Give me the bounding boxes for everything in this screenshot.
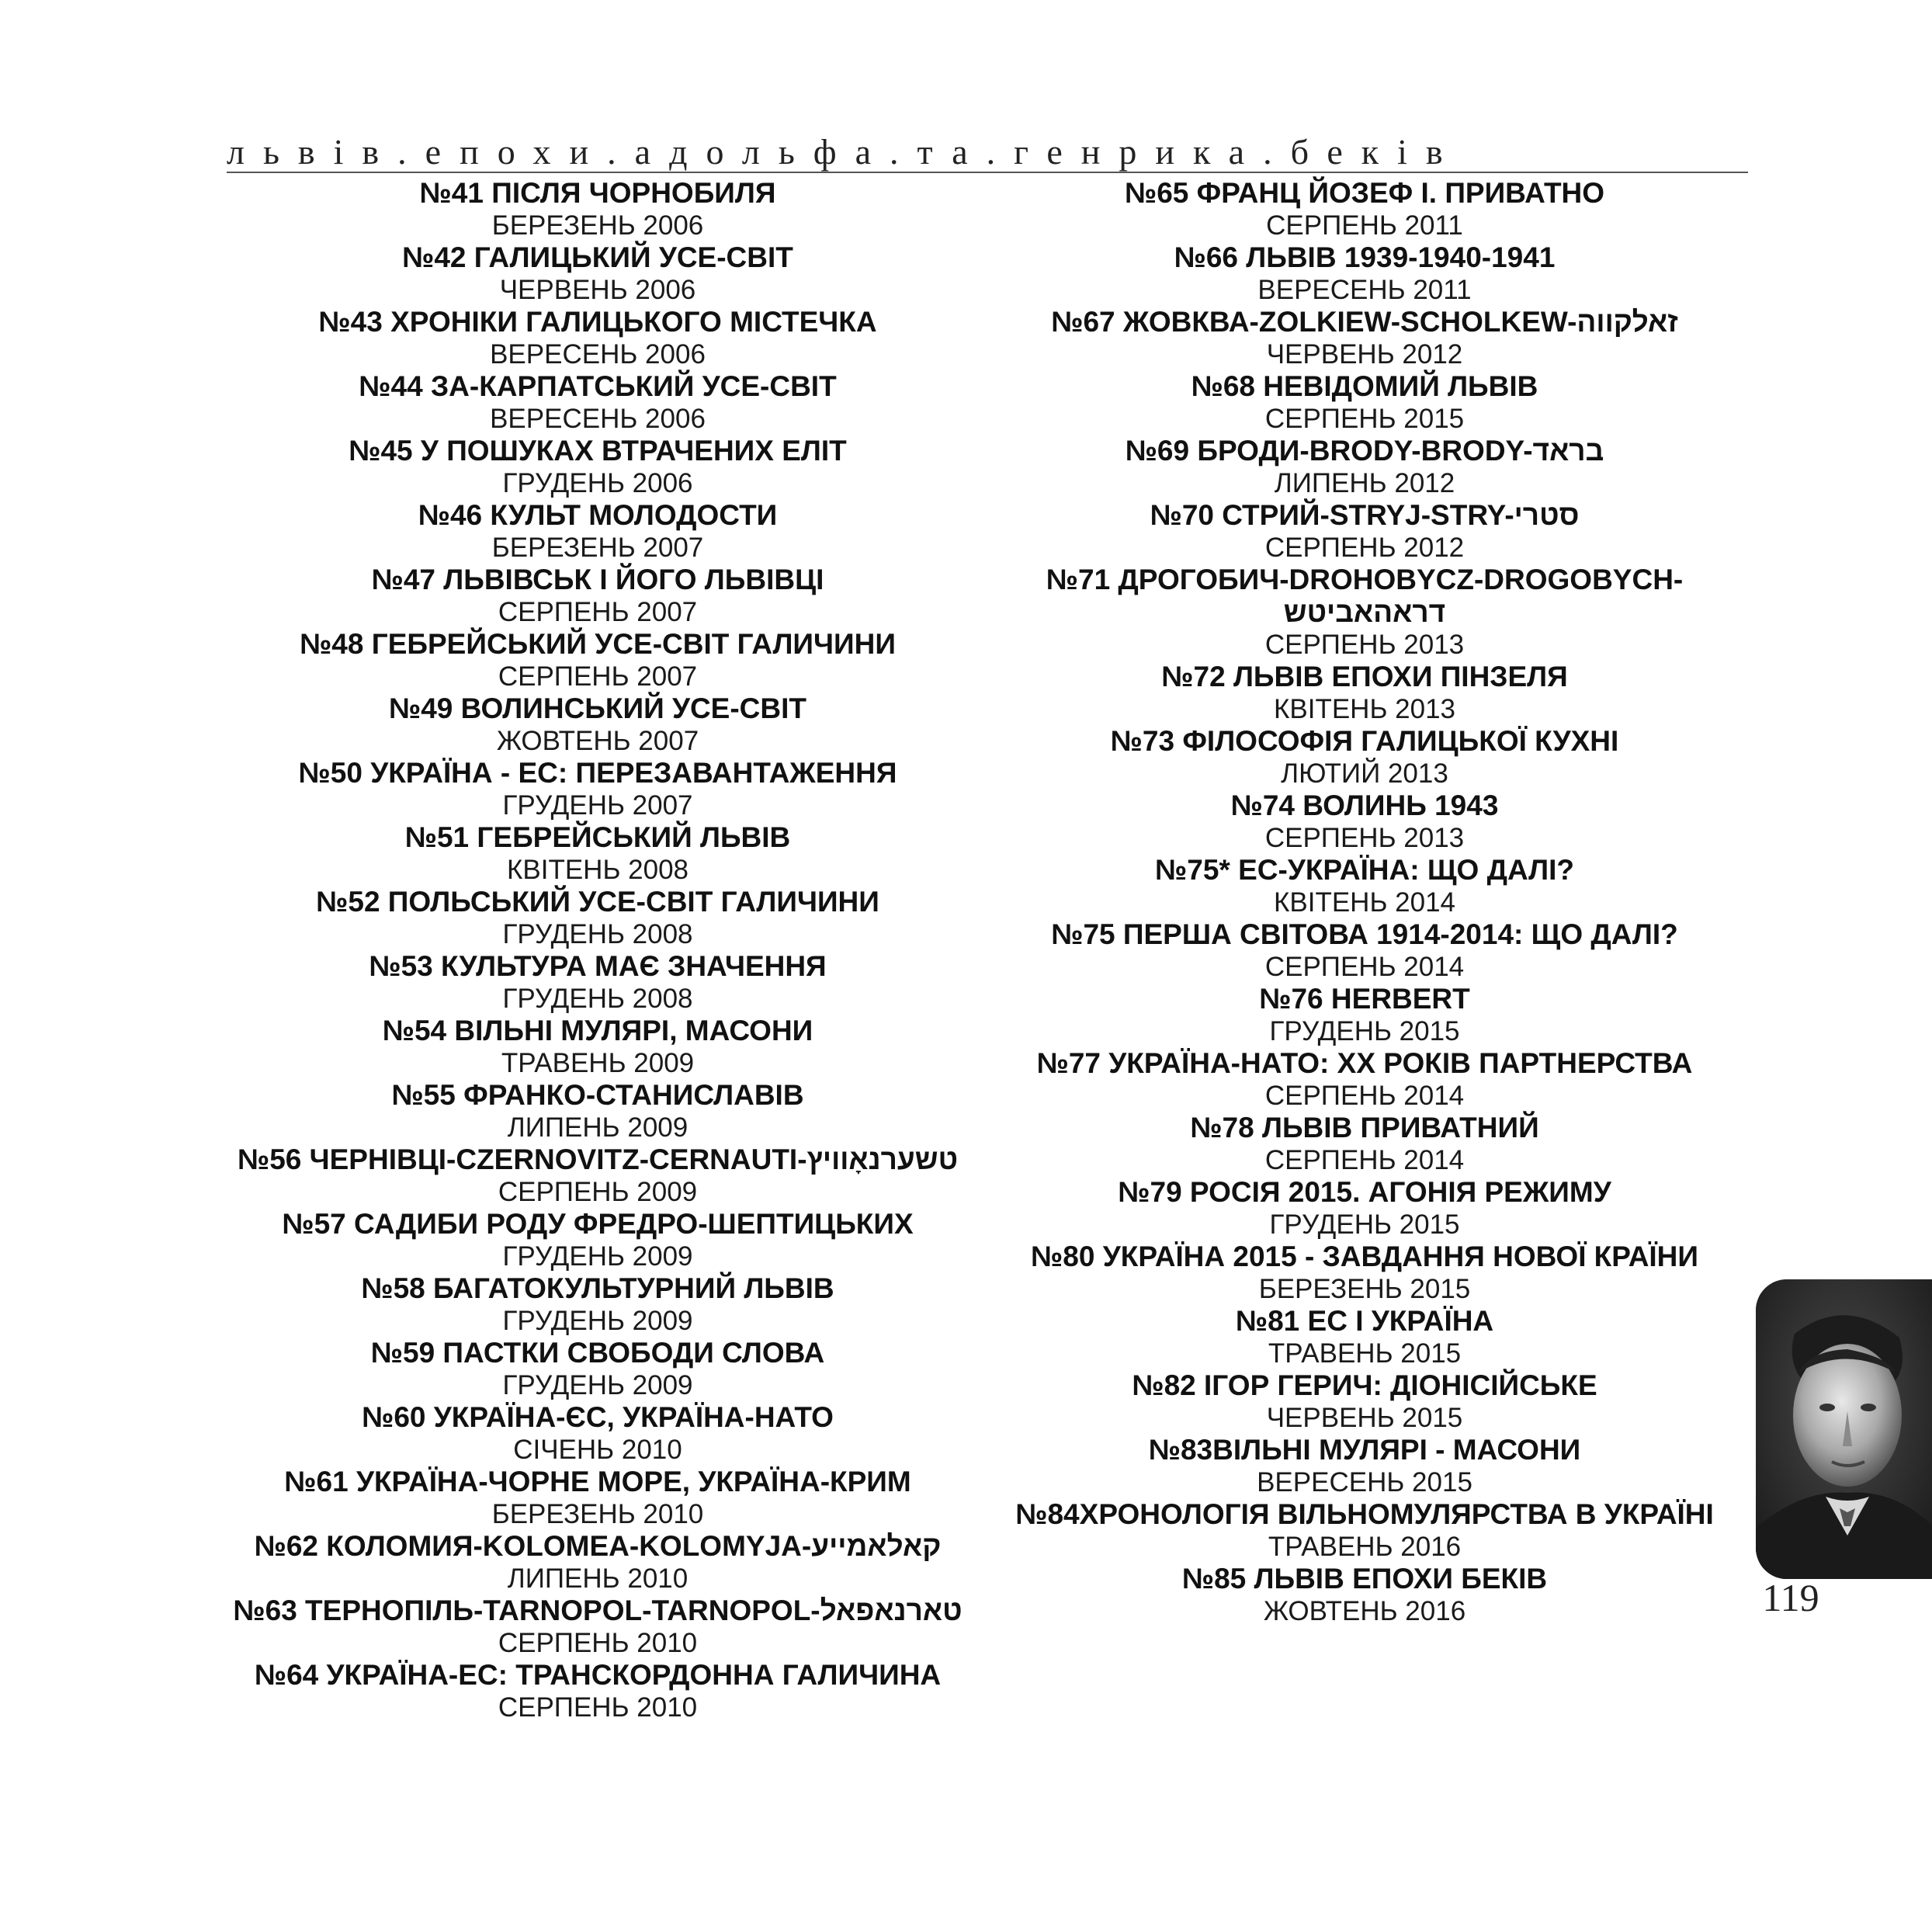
issue-entry: [976, 241, 1753, 306]
issue-date: ВЕРЕСЕНЬ 2006: [490, 404, 706, 434]
issue-date: ВЕРЕСЕНЬ 2015: [1257, 1467, 1472, 1497]
issue-title: №64 УКРАЇНА-ЕС: ТРАНСКОРДОННА ГАЛИЧИНА: [254, 1659, 942, 1691]
issue-date: СЕРПЕНЬ 2013: [1264, 823, 1465, 853]
issue-entry: [217, 692, 978, 757]
issue-date: БЕРЕЗЕНЬ 2015: [1258, 1274, 1471, 1304]
issue-entry: [217, 1659, 978, 1723]
issue-title: №45 У ПОШУКАХ ВТРАЧЕНИХ ЕЛІТ: [349, 435, 847, 467]
portrait-photo: [1756, 1279, 1932, 1579]
left-column: [217, 177, 978, 1723]
issue-date: ГРУДЕНЬ 2006: [502, 468, 693, 498]
issue-title: №68 НЕВІДОМИЙ ЛЬВІВ: [1191, 370, 1538, 402]
page-number: 119: [1762, 1576, 1819, 1619]
issue-date: ЧЕРВЕНЬ 2006: [499, 275, 696, 305]
issue-title: №46 КУЛЬТ МОЛОДОСТИ: [418, 499, 778, 531]
issue-date: БЕРЕЗЕНЬ 2007: [491, 533, 704, 563]
issue-date: СЕРПЕНЬ 2014: [1264, 952, 1465, 982]
issue-entry: [217, 821, 978, 886]
issue-entry: [976, 725, 1753, 789]
issue-date: СЕРПЕНЬ 2015: [1264, 404, 1465, 434]
issue-title: №62 КОЛОМИЯ-KOLOMEA-KOLOMYJA-קאלאמײע: [254, 1530, 942, 1562]
issue-entry: [217, 757, 978, 821]
issue-title: №84ХРОНОЛОГІЯ ВІЛЬНОМУЛЯРСТВА В УКРАЇНІ: [1015, 1498, 1714, 1530]
issue-entry: [976, 918, 1753, 983]
issue-date: ГРУДЕНЬ 2009: [502, 1306, 693, 1336]
issue-entry: [217, 1530, 978, 1595]
issue-title: №72 ЛЬВІВ ЕПОХИ ПІНЗЕЛЯ: [1161, 661, 1568, 692]
issue-date: ЛЮТИЙ 2013: [1281, 758, 1448, 789]
issue-title: №44 ЗА-КАРПАТСЬКИЙ УСЕ-СВІТ: [359, 370, 837, 402]
issue-entry: [217, 1466, 978, 1530]
issue-title: №61 УКРАЇНА-ЧОРНЕ МОРЕ, УКРАЇНА-КРИМ: [284, 1466, 911, 1497]
issue-entry: [217, 1015, 978, 1079]
issue-title: №71 ДРОГОБИЧ-DROHOBYCZ-DROGOBYCH-דראהאביטש: [1046, 564, 1684, 628]
issue-entry: [976, 1563, 1753, 1627]
issue-title: №67 ЖОВКВА-ZOLKIEW-SCHOLKEW-זאלקווה: [1051, 306, 1678, 338]
issue-title: №75 ПЕРША СВІТОВА 1914-2014: ЩО ДАЛІ?: [1051, 918, 1678, 950]
issue-entry: [976, 661, 1753, 725]
issue-date: КВІТЕНЬ 2013: [1273, 694, 1455, 724]
issue-title: №79 РОСІЯ 2015. АГОНІЯ РЕЖИМУ: [1118, 1176, 1611, 1208]
issue-entry: [976, 306, 1753, 370]
issue-entry: [976, 789, 1753, 854]
issue-entry: [976, 983, 1753, 1047]
issue-entry: [976, 177, 1753, 241]
issue-entry: [217, 886, 978, 950]
running-header: львів.епохи.адольфа.та.генрика.беків: [227, 132, 1462, 172]
issue-title: №74 ВОЛИНЬ 1943: [1230, 789, 1499, 821]
issue-entry: [217, 1401, 978, 1466]
issue-date: ЧЕРВЕНЬ 2012: [1266, 339, 1463, 370]
issue-entry: [976, 1498, 1753, 1563]
issue-title: №85 ЛЬВІВ ЕПОХИ БЕКІВ: [1181, 1563, 1548, 1595]
issue-entry: [217, 499, 978, 564]
issue-date: ВЕРЕСЕНЬ 2006: [490, 339, 706, 370]
issue-entry: [217, 1595, 978, 1659]
issue-entry: [976, 499, 1753, 564]
issue-date: ЖОВТЕНЬ 2016: [1263, 1596, 1466, 1626]
issue-title: №82 ІГОР ГЕРИЧ: ДІОНІСІЙСЬКЕ: [1132, 1369, 1597, 1401]
issue-title: №57 САДИБИ РОДУ ФРЕДРО-ШЕПТИЦЬКИХ: [282, 1208, 914, 1240]
issue-title: №41 ПІСЛЯ ЧОРНОБИЛЯ: [419, 177, 776, 209]
issue-entry: [217, 306, 978, 370]
issue-entry: [976, 854, 1753, 918]
issue-title: №55 ФРАНКО-СТАНИСЛАВІВ: [391, 1079, 804, 1111]
issue-date: ВЕРЕСЕНЬ 2011: [1257, 275, 1472, 305]
issue-title: №70 СТРИЙ-STRYJ-STRY-סטרי: [1150, 499, 1580, 531]
issue-title: №77 УКРАЇНА-НАТО: XX РОКІВ ПАРТНЕРСТВА: [1036, 1047, 1693, 1079]
issue-title: №69 БРОДИ-BRODY-BRODY-בראד: [1125, 435, 1604, 467]
issue-title: №42 ГАЛИЦЬКИЙ УСЕ-СВІТ: [402, 241, 793, 273]
issue-date: СЕРПЕНЬ 2012: [1264, 533, 1465, 563]
issue-entry: [976, 435, 1753, 499]
issue-date: ГРУДЕНЬ 2015: [1269, 1209, 1460, 1240]
issue-title: №80 УКРАЇНА 2015 - ЗАВДАННЯ НОВОЇ КРАЇНИ: [1031, 1241, 1698, 1272]
issue-entry: [217, 950, 978, 1015]
portrait-image: [1756, 1279, 1932, 1579]
issue-title: №81 ЕС І УКРАЇНА: [1235, 1305, 1494, 1337]
issue-title: №65 ФРАНЦ ЙОЗЕФ І. ПРИВАТНО: [1124, 177, 1605, 209]
issue-date: ТРАВЕНЬ 2015: [1268, 1338, 1462, 1369]
issue-date: ТРАВЕНЬ 2016: [1268, 1532, 1462, 1562]
issue-title: №43 ХРОНІКИ ГАЛИЦЬКОГО МІСТЕЧКА: [318, 306, 877, 338]
issue-date: СЕРПЕНЬ 2007: [498, 661, 698, 692]
issue-title: №51 ГЕБРЕЙСЬКИЙ ЛЬВІВ: [404, 821, 791, 853]
issue-title: №54 ВІЛЬНІ МУЛЯРІ, МАСОНИ: [382, 1015, 813, 1046]
issue-date: ГРУДЕНЬ 2009: [502, 1241, 693, 1272]
issue-title: №48 ГЕБРЕЙСЬКИЙ УСЕ-СВІТ ГАЛИЧИНИ: [300, 628, 896, 660]
issue-title: №52 ПОЛЬСЬКИЙ УСЕ-СВІТ ГАЛИЧИНИ: [316, 886, 879, 918]
issue-title: №59 ПАСТКИ СВОБОДИ СЛОВА: [370, 1337, 825, 1369]
issue-date: СІЧЕНЬ 2010: [513, 1435, 682, 1465]
issue-date: ГРУДЕНЬ 2009: [502, 1370, 693, 1400]
issue-title: №83ВІЛЬНІ МУЛЯРІ - МАСОНИ: [1148, 1434, 1581, 1466]
issue-date: СЕРПЕНЬ 2011: [1266, 210, 1463, 241]
issue-title: №50 УКРАЇНА - ЕС: ПЕРЕЗАВАНТАЖЕННЯ: [298, 757, 897, 789]
issue-date: БЕРЕЗЕНЬ 2010: [491, 1499, 704, 1529]
issue-entry: [217, 564, 978, 628]
issue-date: СЕРПЕНЬ 2009: [498, 1177, 698, 1207]
issue-entry: [217, 177, 978, 241]
issue-date: СЕРПЕНЬ 2014: [1264, 1145, 1465, 1175]
issue-entry: [976, 1305, 1753, 1369]
issue-entry: [976, 564, 1753, 661]
issue-date: ГРУДЕНЬ 2008: [502, 919, 693, 949]
issue-date: СЕРПЕНЬ 2010: [498, 1628, 698, 1658]
issue-entry: [217, 241, 978, 306]
issue-date: СЕРПЕНЬ 2010: [498, 1692, 698, 1723]
issue-date: КВІТЕНЬ 2014: [1273, 887, 1455, 918]
issue-entry: [976, 1241, 1753, 1305]
issue-entry: [976, 370, 1753, 435]
issue-entry: [976, 1112, 1753, 1176]
issue-date: ГРУДЕНЬ 2007: [502, 790, 693, 821]
issue-title: №47 ЛЬВІВСЬК І ЙОГО ЛЬВІВЦІ: [371, 564, 824, 595]
issue-title: №58 БАГАТОКУЛЬТУРНИЙ ЛЬВІВ: [361, 1272, 834, 1304]
issue-entry: [976, 1176, 1753, 1241]
issue-entry: [976, 1369, 1753, 1434]
issue-title: №73 ФІЛОСОФІЯ ГАЛИЦЬКОЇ КУХНІ: [1110, 725, 1619, 757]
issue-title: №75* ЕС-УКРАЇНА: ЩО ДАЛІ?: [1155, 854, 1574, 886]
issue-date: ГРУДЕНЬ 2015: [1269, 1016, 1460, 1046]
issue-entry: [976, 1047, 1753, 1112]
issue-date: БЕРЕЗЕНЬ 2006: [491, 210, 704, 241]
issue-date: ЛИПЕНЬ 2009: [507, 1112, 689, 1143]
issue-title: №53 КУЛЬТУРА МАЄ ЗНАЧЕННЯ: [369, 950, 827, 982]
issue-date: ГРУДЕНЬ 2008: [502, 984, 693, 1014]
issue-entry: [217, 1272, 978, 1337]
issue-title: №49 ВОЛИНСЬКИЙ УСЕ-СВІТ: [388, 692, 807, 724]
issue-title: №76 HERBERT: [1259, 983, 1470, 1015]
issue-entry: [217, 1208, 978, 1272]
issue-date: КВІТЕНЬ 2008: [506, 855, 689, 885]
issue-date: ЛИПЕНЬ 2010: [507, 1563, 689, 1594]
issue-entry: [217, 628, 978, 692]
issue-entry: [217, 1143, 978, 1208]
issue-title: №66 ЛЬВІВ 1939-1940-1941: [1174, 241, 1556, 273]
issue-entry: [217, 1079, 978, 1143]
issue-date: ЖОВТЕНЬ 2007: [496, 726, 699, 756]
issue-title: №56 ЧЕРНІВЦІ-CZERNOVITZ-CERNAUTI-טשערנאָוויץ: [237, 1143, 959, 1175]
header-rule: [227, 172, 1748, 173]
issue-date: СЕРПЕНЬ 2013: [1264, 630, 1465, 660]
right-column: [976, 177, 1753, 1627]
issue-entry: [217, 435, 978, 499]
issue-date: ТРАВЕНЬ 2009: [501, 1048, 695, 1078]
issue-date: ЛИПЕНЬ 2012: [1274, 468, 1455, 498]
issue-date: СЕРПЕНЬ 2007: [498, 597, 698, 627]
issue-title: №78 ЛЬВІВ ПРИВАТНИЙ: [1190, 1112, 1539, 1143]
issue-date: ЧЕРВЕНЬ 2015: [1266, 1403, 1463, 1433]
issue-entry: [217, 370, 978, 435]
issue-entry: [976, 1434, 1753, 1498]
issue-entry: [217, 1337, 978, 1401]
issue-date: СЕРПЕНЬ 2014: [1264, 1081, 1465, 1111]
issue-title: №63 ТЕРНОПІЛЬ-TARNOPOL-TARNOPOL-טארנאפאל: [233, 1595, 963, 1626]
issue-title: №60 УКРАЇНА-ЄС, УКРАЇНА-НАТО: [362, 1401, 834, 1433]
